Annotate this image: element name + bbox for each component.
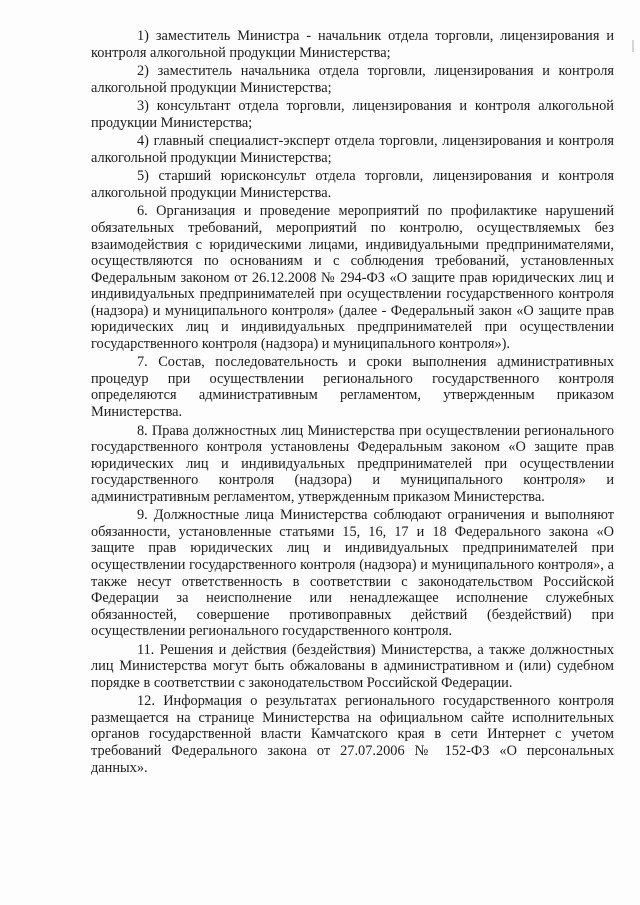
paragraph-11: 11. Решения и действия (бездействия) Министерства, а также должностных лиц Министерства могут быть обжалованы в административном и (или) судебном порядке в соответствии с законодательством Российской Федерации. [91, 641, 614, 691]
paragraph-item-5: 5) старший юрисконсульт отдела торговли, лицензирования и контроля алкогольной продукции Министерства. [91, 168, 614, 201]
scan-artifact [632, 40, 634, 52]
paragraph-item-2: 2) заместитель начальника отдела торговли, лицензирования и контроля алкогольной продукции Министерства; [91, 63, 614, 96]
paragraph-item-1: 1) заместитель Министра - начальник отдела торговли, лицензирования и контроля алкогольной продукции Министерства; [91, 28, 614, 61]
paragraph-7: 7. Состав, последовательность и сроки выполнения административных процедур при осуществлении регионального государственного контроля определяются административным регламентом, утвержденным приказом Министерства. [91, 354, 614, 421]
paragraph-8: 8. Права должностных лиц Министерства при осуществлении регионального государственного контроля установлены Федеральным законом «О защите прав юридических лиц и индивидуальных предпринимателей при осуществлении государственного контроля (надзора) и муниципального контроля» и административным регламентом, утвержденным приказом Министерства. [91, 422, 614, 505]
paragraph-12: 12. Информация о результатах регионального государственного контроля размещается на странице Министерства на официальном сайте исполнительных органов государственной власти Камчатского края в сети Интернет с учетом требований Федерального закона от 27.07.2006 № 152-ФЗ «О персональных данных». [91, 693, 614, 776]
document-body [91, 28, 614, 776]
paragraph-6: 6. Организация и проведение мероприятий по профилактике нарушений обязательных требований, мероприятий по контролю, осуществляемых без взаимодействия с юридическими лицами, индивидуальными предпринимателями, осуществляются по основаниям и с соблюдения требований, установленных Федеральным законом от 26.12.2008 № 294-ФЗ «О защите прав юридических лиц и индивидуальных предпринимателей при осуществлении государственного контроля (надзора) и муниципального контроля» (далее - Федеральный закон «О защите прав юридических лиц и индивидуальных предпринимателей при осуществлении государственного контроля (надзора) и муниципального контроля»). [91, 203, 614, 352]
paragraph-9: 9. Должностные лица Министерства соблюдают ограничения и выполняют обязанности, установленные статьями 15, 16, 17 и 18 Федерального закона «О защите прав юридических лиц и индивидуальных предпринимателей при осуществлении государственного контроля (надзора) и муниципального контроля», а также несут ответственность в соответствии с законодательством Российской Федерации за неисполнение или ненадлежащее исполнение служебных обязанностей, совершение противоправных действий (бездействий) при осуществлении регионального государственного контроля. [91, 507, 614, 640]
paragraph-item-3: 3) консультант отдела торговли, лицензирования и контроля алкогольной продукции Министерства; [91, 98, 614, 131]
paragraph-item-4: 4) главный специалист-эксперт отдела торговли, лицензирования и контроля алкогольной продукции Министерства; [91, 133, 614, 166]
